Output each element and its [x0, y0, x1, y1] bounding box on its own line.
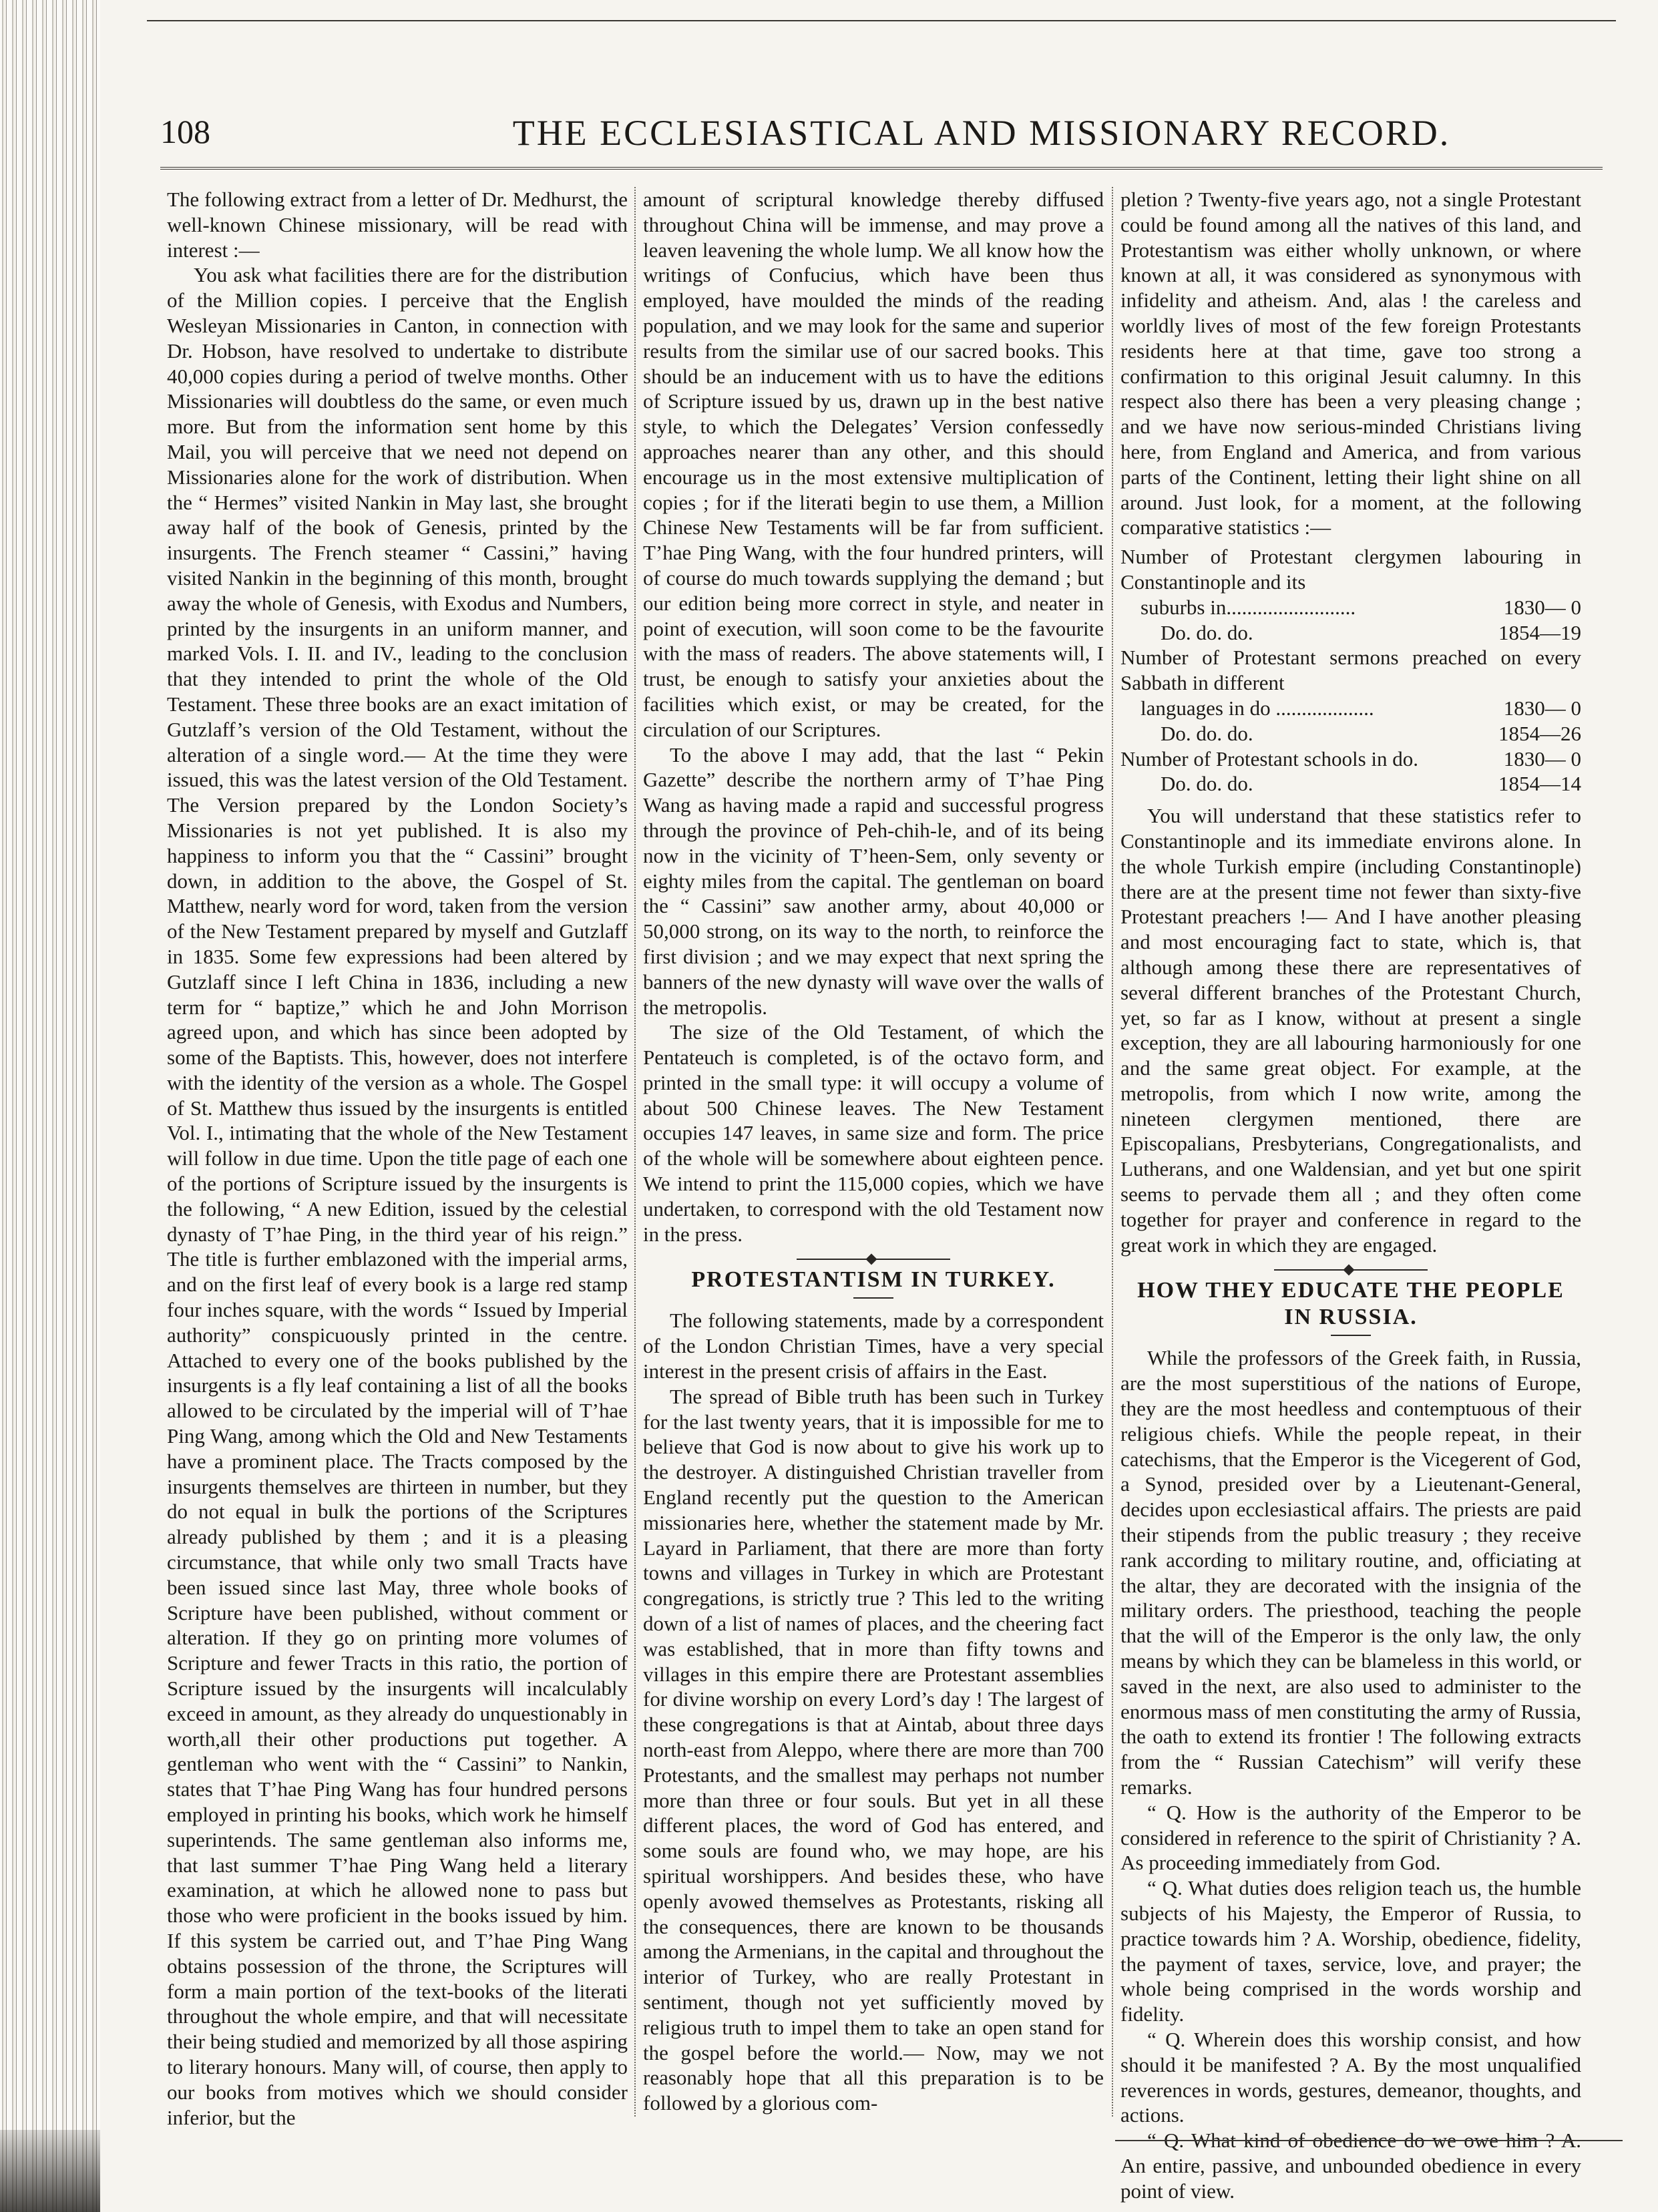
section-divider: [1274, 1269, 1428, 1271]
stat-value: 1854—14: [1498, 772, 1581, 796]
paragraph: “ Q. What kind of obedience do we owe him ? A. An entire, passive, and unbounded obedience in every point of view.: [1120, 2129, 1581, 2203]
stat-label: Do. do. do.: [1161, 620, 1253, 644]
stat-value: 1854—19: [1498, 620, 1581, 644]
stat-value: 1854—26: [1498, 721, 1581, 745]
paragraph: amount of scriptural knowledge thereby diffused throughout China will be immense, and may prove a leaven leavening the whole lump. We all know how the writings of Confucius, which have been thus employed, have moulded the minds of the reading population, and we may look for the same and superior results from the similar use of our sacred books. This should be an inducement with us to have the editions of Scripture issued by us, drawn up in the best native style, to which the Delegates’ Version confessedly approaches nearer than any other, and this should encourage us in the most extensive multiplication of copies ; for if the literati begin to use them, a Million Chinese New Testaments will be far from sufficient. T’hae Ping Wang, with the four hundred printers, will of course do much towards supplying the demand ; but our edition being more correct in style, and neater in point of execution, will soon come to be the favourite with the mass of readers. The above statements will, I trust, be enough to satisfy your anxieties about the facilities which exist, or may be created, for the circulation of our Scriptures.: [643, 188, 1104, 741]
column-divider: [634, 187, 636, 2117]
page-binding-shadow: [0, 2130, 100, 2212]
column-3: [1120, 187, 1581, 2203]
column-1: [167, 187, 628, 2129]
paragraph: The spread of Bible truth has been such in Turkey for the last twenty years, that it is impossible for me to believe that God is now about to give his work up to the destroyer. A distinguished Christian traveller from England recently put the question to the American missionaries here, whether the statement made by Mr. Layard in Parliament, that there are more than forty towns and villages in Turkey in which are Protestant congregations, is strictly true ? This led to the writing down of a list of names of places, and the cheering fact was established, that in more than fifty towns and villages in this empire there are Protestant assemblies for divine worship on every Lord’s day ! The largest of these congregations is that at Aintab, about three days north-east from Aleppo, where there are more than 700 Protestants, and the smallest may perhaps not number more than three or four souls. But yet in all these different places, the word of God has entered, and some souls are found who, we may hope, are his spiritual worshippers. And besides these, who have openly avowed themselves as Protestants, risking all the consequences, there are known to be thousands among the Armenians, in the capital and throughout the interior of Turkey, who are really Protestant in sentiment, though not yet sufficiently moved by religious truth to impel them to take an open stand for the gospel before the world.— Now, may we not reasonably hope that all this preparation is to be followed by a glorious com-: [643, 1384, 1104, 2115]
section-title-russia: HOW THEY EDUCATE THE PEOPLE IN RUSSIA.: [1137, 1278, 1565, 1330]
stat-row: [1120, 696, 1581, 721]
stat-value: 1830— 0: [1503, 595, 1581, 619]
paragraph: You ask what facilities there are for the distribution of the Million copies. I perceive that the English Wesleyan Missionaries in Canton, in connection with Dr. Hobson, have resolved to undertake to distribute 40,000 copies during a period of twelve months. Other Missionaries will doubtless do the same, or even much more. But from the information sent home by this Mail, you will perceive that we need not depend on Missionaries alone for the work of distribution. When the “ Hermes” visited Nankin in May last, she brought away half of the book of Genesis, printed by the insurgents. The French steamer “ Cassini,” having visited Nankin in the beginning of this month, brought away the whole of Genesis, with Exodus and Numbers, printed by the insurgents in an uniform manner, and marked Vols. I. II. and IV., leading to the conclusion that they intended to print the whole of the Old Testament. These three books are an exact imitation of Gutzlaff’s version of the Old Testament, without the alteration of a single word.— At the time they were issued, this was the latest version of the Old Testament. The Version prepared by the London Society’s Missionaries is not yet published. It is also my happiness to inform you that the “ Cassini” brought down, in addition to the above, the Gospel of St. Matthew, nearly word for word, taken from the version of the New Testament prepared by myself and Gutzlaff in 1835. Some few expressions had been altered by Gutzlaff since I left China in 1836, including a new term for “ baptize,” which he and John Morrison agreed upon, and which has since been adopted by some of the Baptists. This, however, does not interfere with the identity of the version as a whole. The Gospel of St. Matthew thus issued by the insurgents is entitled Vol. I., intimating that the whole of the New Testament will follow in due time. Upon the title page of each one of the portions of Scripture issued by the insurgents is the following, “ A new Edition, issued by the celestial dynasty of T’hae Ping, in the third year of his reign.” The title is further emblazoned with the imperial arms, and on the first leaf of every book is a large red stamp four inches square, with the words “ Issued by Imperial authority” conspicuously printed in the centre. Attached to every one of the books published by the insurgents is a fly leaf containing a list of all the books allowed to be circulated by the imperial will of T’hae Ping Wang, among which the Old and New Testaments have a prominent place. The Tracts composed by the insurgents themselves are thirteen in number, but they do not equal in bulk the portions of the Scriptures already published by them ; and it is a pleasing circumstance, that while only two small Tracts have been issued since last May, three whole books of Scripture have been published, without comment or alteration. If they go on printing more volumes of Scripture and fewer Tracts in this ratio, the portion of Scripture issued by the insurgents will incalculably exceed in amount, as they already do unquestionably in worth,all their other productions put together. A gentleman who went with the “ Cassini” to Nankin, states that T’hae Ping Wang has four hundred persons employed in printing his books, which work he himself superintends. The same gentleman also informs me, that last summer T’hae Ping Wang held a literary examination, at which he allowed none to pass but those who were proficient in the books issued by him. If this system be carried out, and T’hae Ping Wang obtains possession of the throne, the Scriptures will form a main portion of the text-books of the literati throughout the whole empire, and that will necessitate their being studied and memorized by all those aspiring to literary honours. Many will, of course, then apply to our books from motives which we should consider inferior, but the: [167, 263, 628, 2129]
paragraph: The following extract from a letter of Dr. Medhurst, the well-known Chinese missionary, will be read with interest :—: [167, 188, 628, 262]
section-underline: [853, 1297, 893, 1299]
statistics-table: [1120, 544, 1581, 797]
stat-label: Number of Protestant schools in do.: [1120, 746, 1419, 770]
stat-label: languages in do ...................: [1141, 696, 1374, 720]
bottom-rule: [1115, 2140, 1623, 2141]
paragraph: You will understand that these statistics refer to Constantinople and its immediate environs alone. In the whole Turkish empire (including Constantinople) there are at the present time not fewer than sixty-five Protestant preachers !— And I have another pleasing and most encouraging fact to state, which is, that although among these there are representatives of several different branches of the Protestant Church, yet, so far as I know, without at present a single exception, they are all labouring harmoniously for one and the same great object. For example, at the metropolis, from which I now write, among the nineteen clergymen mentioned, there are Episcopalians, Presbyterians, Congregationalists, and Lutherans, and one Waldensian, and yet but one spirit seems to pervade them all ; and they often come together for prayer and conference in regard to the great work in which they are engaged.: [1120, 804, 1581, 1257]
paragraph: While the professors of the Greek faith, in Russia, are the most superstitious of the nations of Europe, they are the most heedless and contemptuous of their religious chiefs. While the people repeat, in their catechisms, that the Emperor is the Vicegerent of God, a Synod, presided over by a Lieutenant-General, decides upon ecclesiastical affairs. The priests are paid their stipends from the public treasury ; they receive rank according to military routine, and, officiating at the altar, they are decorated with the insignia of the military orders. The priesthood, teaching the people that the will of the Emperor is the only law, the only means by which they can be blameless in this world, or saved in the next, are also used to administer to the enormous mass of men constituting the army of Russia, the oath to extend its frontier ! The following extracts from the “ Russian Catechism” will verify these remarks.: [1120, 1346, 1581, 1799]
paragraph: “ Q. Wherein does this worship consist, and how should it be manifested ? A. By the most unqualified reverences in words, gestures, demeanor, thoughts, and actions.: [1120, 2027, 1581, 2127]
stat-label: Do. do. do.: [1161, 721, 1253, 745]
top-rule: [147, 20, 1616, 21]
stat-row: [1120, 721, 1581, 746]
page-binding-edge: [0, 0, 100, 2212]
section-title-turkey: PROTESTANTISM IN TURKEY.: [691, 1267, 1056, 1293]
paragraph: To the above I may add, that the last “ Pekin Gazette” describe the northern army of T’hae Ping Wang as having made a rapid and successful progress through the province of Peh-chih-le, and of its being now in the vicinity of T’heen-Sem, only seventy or eighty miles from the capital. The gentleman on board the “ Cassini” saw another army, about 40,000 or 50,000 strong, on its way to the north, to reinforce the first division ; and we may expect that next spring the banners of the new dynasty will wave over the walls of the metropolis.: [643, 742, 1104, 1019]
stat-label: suburbs in.........................: [1141, 595, 1356, 619]
stat-value: 1830— 0: [1503, 746, 1581, 770]
column-divider: [1112, 187, 1113, 2117]
stat-heading: Number of Protestant clergymen labouring in Constantinople and its: [1120, 545, 1581, 594]
running-title: THE ECCLESIASTICAL AND MISSIONARY RECORD.: [512, 113, 1451, 153]
paragraph: “ Q. What duties does religion teach us, the humble subjects of his Majesty, the Emperor of Russia, to practice towards him ? A. Worship, obedience, fidelity, the payment of taxes, service, love, and prayer; the whole being comprised in the words worship and fidelity.: [1120, 1876, 1581, 2026]
stat-row: [1120, 771, 1581, 797]
paragraph: The following statements, made by a correspondent of the London Christian Times, have a very special interest in the present crisis of affairs in the East.: [643, 1309, 1104, 1383]
stat-label: Do. do. do.: [1161, 772, 1253, 796]
page-number: 108: [160, 113, 210, 150]
paragraph: The size of the Old Testament, of which the Pentateuch is completed, is of the octavo form, and printed in the small type: it will occupy a volume of about 500 Chinese leaves. The New Testament occupies 147 leaves, in same size and form. The price of the whole will be somewhere about eighteen pence. We intend to print the 115,000 copies, which we have undertaken, to correspond with the old Testament now in the press.: [643, 1020, 1104, 1246]
stat-heading: Number of Protestant sermons preached on every Sabbath in different: [1120, 646, 1581, 695]
section-divider: [797, 1259, 950, 1260]
stat-value: 1830— 0: [1503, 696, 1581, 720]
paragraph: pletion ? Twenty-five years ago, not a single Protestant could be found among all the natives of this land, and Protestantism was either wholly unknown, or where known at all, it was considered as synonymous with infidelity and atheism. And, alas ! the careless and worldly lives of most of the few foreign Protestants residents here at that time, gave too strong a confirmation to this original Jesuit calumny. In this respect also there has been a very pleasing change ; and we have now serious-minded Christians living here, from England and America, and from various parts of the Continent, letting their light shine on all around. Just look, for a moment, at the following comparative statistics :—: [1120, 188, 1581, 539]
stat-row: [1120, 620, 1581, 646]
stat-row: [1120, 595, 1581, 620]
section-underline: [1331, 1335, 1371, 1336]
paragraph: “ Q. How is the authority of the Emperor to be considered in reference to the spirit of Christianity ? A. As proceeding immediately from God.: [1120, 1800, 1581, 1875]
stat-row: [1120, 746, 1581, 772]
header-rule: [160, 167, 1603, 170]
column-2: [643, 187, 1104, 2117]
